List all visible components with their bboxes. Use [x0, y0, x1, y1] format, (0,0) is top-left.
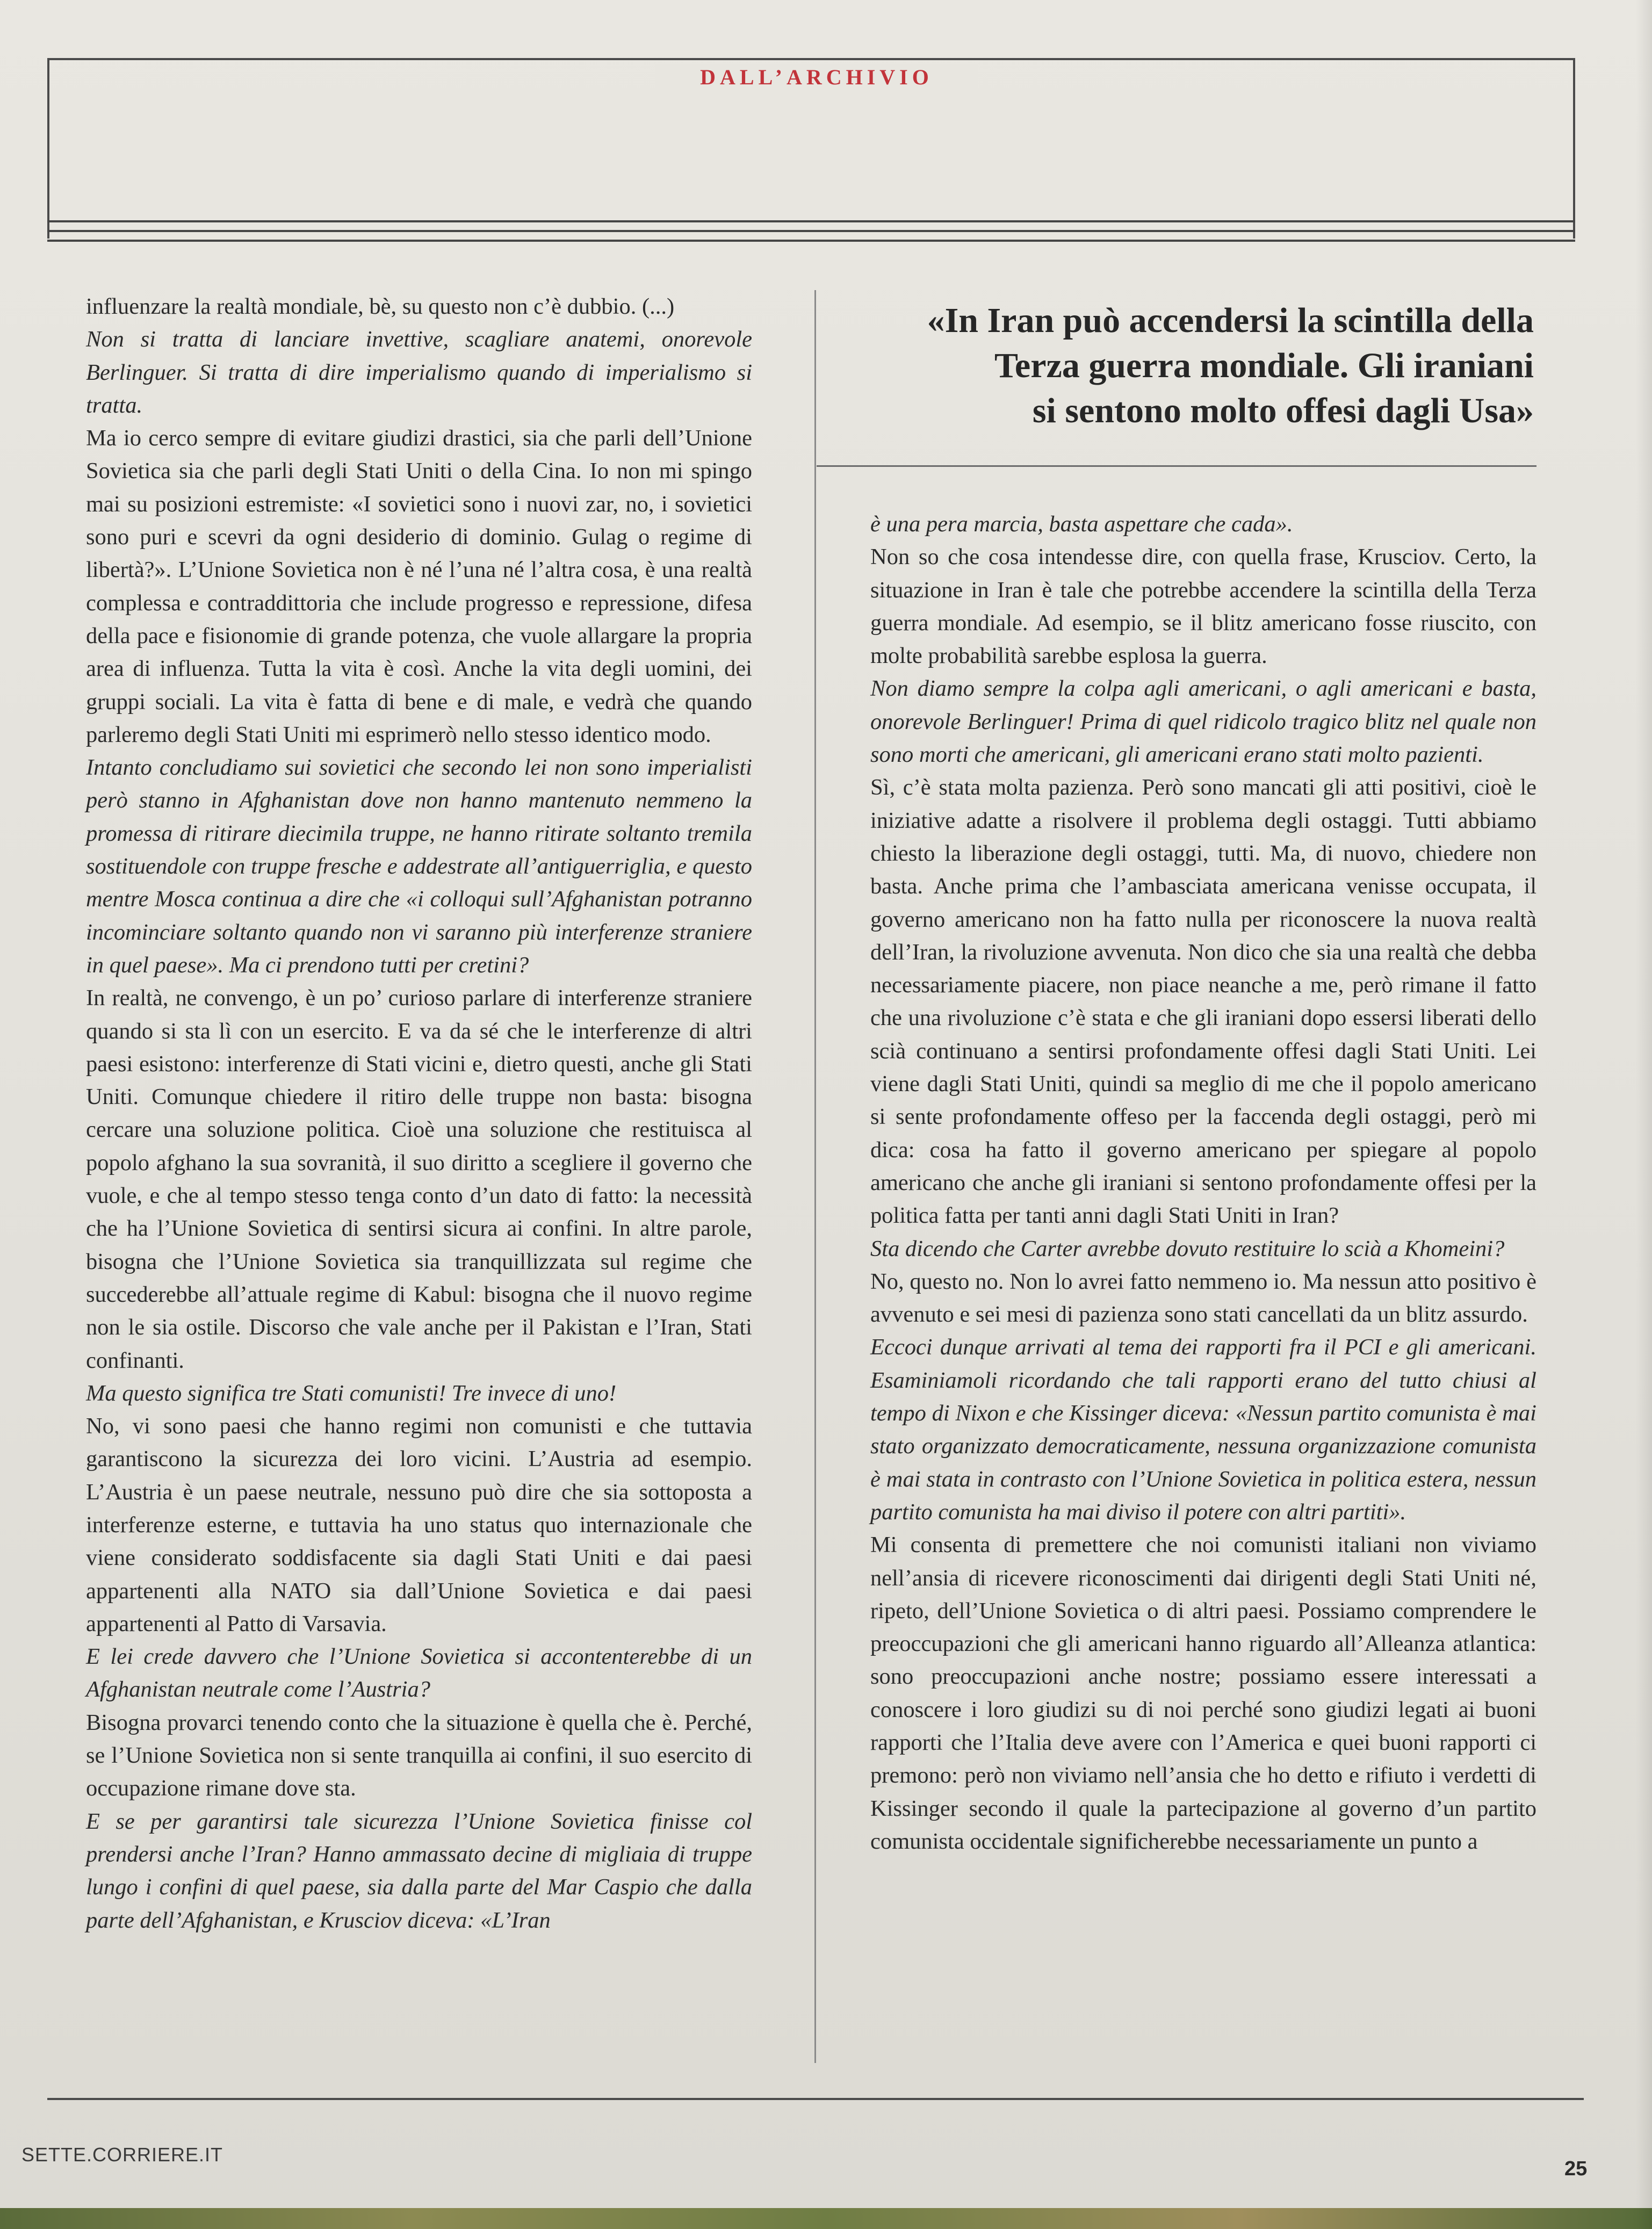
interview-question: Intanto concludiamo sui sovietici che secondo lei non sono imperialisti però stanno in Afghanistan dove non hanno mantenuto nemmeno la promessa di ritirare diecimila truppe, ne hanno ritirate soltanto tremila sostituendole con truppe fresche e addestrate all’antiguerriglia, e questo mentre Mosca continua a dire che «i colloqui sull’Afghanistan potranno incominciare soltanto quando non vi saranno più interferenze straniere in quel paese». Ma ci prendono tutti per cretini? — [86, 755, 752, 978]
right-column — [870, 508, 1536, 1858]
page-number: 25 — [1564, 2158, 1588, 2180]
interview-answer: Non so che cosa intendesse dire, con quella frase, Krusciov. Certo, la situazione in Iran è tale che potrebbe accendere la scintilla della Terza guerra mondiale. Ad esempio, se il blitz americano fosse riuscito, con molte probabilità sarebbe esplosa la guerra. — [870, 544, 1536, 669]
pull-quote — [835, 298, 1534, 434]
interview-question: Non diamo sempre la colpa agli americani, o agli americani e basta, onorevole Berlinguer! Prima di quel ridicolo tragico blitz nel quale non sono morti che americani, gli americani erano stati molto pazienti. — [870, 676, 1536, 768]
interview-answer: No, questo no. Non lo avrei fatto nemmeno io. Ma nessun atto positivo è avvenuto e sei mesi di pazienza sono stati cancellati da un blitz assurdo. — [870, 1268, 1536, 1328]
interview-answer: Mi consenta di premettere che noi comunisti italiani non viviamo nell’ansia di ricevere riconoscimenti dai dirigenti degli Stati Uniti né, ripeto, dell’Unione Sovietica o di altri paesi. Possiamo comprendere le preoccupazioni che gli americani hanno riguardo all’Alleanza atlantica: sono preoccupazioni anche nostre; possiamo essere interessati a conoscere i loro giudizi su di noi perché sono giudizi legati ai buoni rapporti che l’Italia deve avere con l’America e quei buoni rapporti ci premono: però non viviamo nell’ansia che ho detto e rifiuto i verdetti di Kissinger secondo il quale la partecipazione al governo d’un partito comunista occidentale significherebbe necessariamente un punto a — [870, 1532, 1536, 1854]
interview-answer: Ma io cerco sempre di evitare giudizi drastici, sia che parli dell’Unione Sovietica sia che parli degli Stati Uniti o della Cina. Io non mi spingo mai su posizioni estremiste: «I sovietici sono i nuovi zar, no, i sovietici sono puri e scevri da ogni desiderio di dominio. Gulag o regime di libertà?». L’Unione Sovietica non è né l’una né l’altra cosa, è una realtà complessa e contraddittoria che include progresso e repressione, difesa della pace e fisionomie di grande potenza, che vuole allargare la propria area di influenza. Tutta la vita è così. Anche la vita degli uomini, dei gruppi sociali. La vita è fatta di bene e di male, e vedrà che quando parleremo degli Stati Uniti mi esprimerò nello stesso identico modo. — [86, 425, 752, 747]
interview-question: E se per garantirsi tale sicurezza l’Unione Sovietica finisse col prendersi anche l’Iran? Hanno ammassato decine di migliaia di truppe lungo i confini di quel paese, sia dalla parte del Mar Caspio che dalla parte dell’Afghanistan, e Krusciov diceva: «L’Iran — [86, 1808, 752, 1933]
page-edge-shadow — [1636, 0, 1652, 2229]
interview-answer: In realtà, ne convengo, è un po’ curioso parlare di interferenze straniere quando si sta lì con un esercito. E va da sé che le interferenze di altri paesi esistono: interferenze di Stati vicini e, dietro questi, anche gli Stati Uniti. Comunque chiedere il ritiro delle truppe non basta: bisogna cercare una soluzione politica. Cioè una soluzione che restituisca al popolo afghano la sua sovranità, il suo diritto a scegliere il governo che vuole, e che al tempo stesso tenga conto d’un dato di fatto: la necessità che ha l’Unione Sovietica di sentirsi sicura ai confini. In altre parole, bisogna che l’Unione Sovietica sia tranquillizzata sul regime che succederebbe all’attuale regime di Kabul: bisogna che il nuovo regime non le sia ostile. Discorso che vale anche per il Pakistan e l’Iran, Stati confinanti. — [86, 985, 752, 1373]
interview-question: Non si tratta di lanciare invettive, scagliare anatemi, onorevole Berlinguer. Si tratta di dire imperialismo quando di imperialismo si tratta. — [86, 327, 752, 418]
interview-question: Sta dicendo che Carter avrebbe dovuto restituire lo scià a Khomeini? — [870, 1236, 1505, 1261]
left-column — [86, 290, 752, 1937]
interview-question: è una pera marcia, basta aspettare che cada». — [870, 511, 1293, 537]
footer-url: SETTE.CORRIERE.IT — [21, 2144, 223, 2166]
background-photo-strip — [0, 2208, 1652, 2229]
pull-quote-line: si sentono molto offesi dagli Usa» — [1032, 391, 1534, 430]
interview-question: E lei crede davvero che l’Unione Sovietica si accontenterebbe di un Afghanistan neutrale come l’Austria? — [86, 1644, 752, 1703]
header-rules — [47, 220, 1575, 249]
interview-answer: Bisogna provarci tenendo conto che la situazione è quella che è. Perché, se l’Unione Sovietica non si sente tranquilla ai confini, il suo esercito di occupazione rimane dove sta. — [86, 1709, 752, 1801]
interview-question: Ma questo significa tre Stati comunisti! Tre invece di uno! — [86, 1380, 617, 1406]
pull-quote-line: «In Iran può accendersi la scintilla della — [927, 301, 1534, 340]
pull-quote-line: Terza guerra mondiale. Gli iraniani — [994, 346, 1534, 385]
section-label: DALL’ARCHIVIO — [655, 64, 978, 90]
pull-quote-rule — [817, 465, 1536, 467]
interview-answer: No, vi sono paesi che hanno regimi non comunisti e che tuttavia garantiscono la sicurezza dei loro vicini. L’Austria ad esempio. L’Austria è un paese neutrale, nessuno può dire che sia sottoposta a interferenze esterne, e tuttavia ha uno status quo internazionale che viene considerato soddisfacente sia dagli Stati Uniti e dai paesi appartenenti alla NATO sia dall’Unione Sovietica e dai paesi appartenenti al Patto di Varsavia. — [86, 1413, 752, 1636]
column-divider — [814, 290, 816, 2063]
footer-rule — [47, 2098, 1584, 2100]
interview-answer: influenzare la realtà mondiale, bè, su questo non c’è dubbio. (...) — [86, 294, 675, 319]
interview-answer: Sì, c’è stata molta pazienza. Però sono mancati gli atti positivi, cioè le iniziative adatte a risolvere il problema degli ostaggi. Tutti abbiamo chiesto la liberazione degli ostaggi, tutti. Ma, di nuovo, chiedere non basta. Anche prima che l’ambasciata americana venisse occupata, il governo americano non ha fatto nulla per riconoscere la nuova realtà dell’Iran, la rivoluzione avvenuta. Non dico che sia una realtà che debba necessariamente piacere, non piace neanche a me, però rimane il fatto che una rivoluzione c’è stata e che gli iraniani dopo essersi liberati dello scià continuano a sentirsi profondamente offesi dagli Stati Uniti. Lei viene dagli Stati Uniti, quindi sa meglio di me che il popolo americano si sente profondamente offeso per la faccenda degli ostaggi, però mi dica: cosa ha fatto il governo americano per spiegare al popolo americano che anche gli iraniani si sentono profondamente offesi per la politica fatta per tanti anni dagli Stati Uniti in Iran? — [870, 775, 1536, 1229]
interview-question: Eccoci dunque arrivati al tema dei rapporti fra il PCI e gli americani. Esaminiamoli ricordando che tali rapporti erano del tutto chiusi al tempo di Nixon e che Kissinger diceva: «Nessun partito comunista è mai stato organizzato democraticamente, nessuna organizzazione comunista è mai stata in contrasto con l’Unione Sovietica in politica estera, nessun partito comunista ha mai diviso il potere con altri partiti». — [870, 1334, 1536, 1525]
